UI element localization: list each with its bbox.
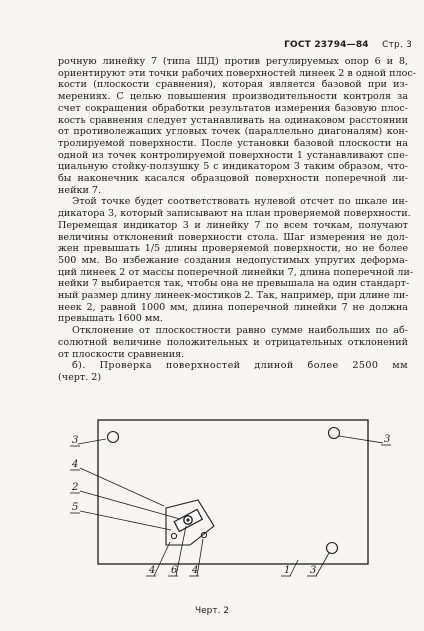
text-line: счет сокращения обработки результатов измерения базовую плос-: [58, 102, 408, 114]
text-line: Этой точке будет соответствовать нулевой отсчет по шкале ин-: [72, 196, 408, 208]
text-line: (черт. 2): [58, 371, 102, 383]
label-4-left: 4: [72, 459, 79, 470]
text-line: рочную линейку 7 (типа ШД) против регулируемых опор 6 и 8,: [58, 56, 408, 67]
text-line: ций линеек 2 от массы поперечной линейки 7, длина поперечной ли-: [58, 266, 414, 278]
label-6-bottom: 6: [171, 565, 178, 576]
body-text: [58, 56, 417, 384]
surface-plate: [98, 420, 368, 564]
text-line: циальную стойку-ползушку 5 с индикатором 3 таким образом, что-: [58, 161, 408, 173]
text-line: нейки 7.: [58, 184, 102, 196]
text-line: тролируемой поверхности. После установки базовой плоскости на: [58, 137, 408, 149]
fixture-support-left: [171, 533, 176, 538]
text-line: мерениях. С целью повышения производительности контроля за: [58, 91, 408, 103]
support-circle-bottom-right: [327, 543, 338, 554]
text-line: б). Проверка поверхностей длиной более 2500 мм: [72, 360, 408, 372]
text-line: 500 мм. Во избежание создания недопустимых упругих деформа-: [58, 254, 408, 266]
section-heading: [58, 360, 408, 383]
text-line: одной из точек контролируемой поверхности 1 устанавливают спе-: [58, 149, 408, 161]
text-line: бы наконечник касался образцовой поверхности поперечной ли-: [58, 173, 408, 185]
label-3-top-right: 3: [384, 434, 391, 445]
page-number: Стр. 3: [382, 40, 412, 50]
plate-diagram-svg: [58, 400, 408, 590]
text-line: нейки 7 выбирается так, чтобы она не превышала на один стандарт-: [58, 278, 410, 290]
text-line: от плоскости сравнения.: [58, 348, 185, 360]
paragraph-1: [58, 56, 417, 196]
paragraph-3: [58, 325, 408, 360]
text-line: ориентируют эти точки рабочих поверхностей линеек 2 в одной плос-: [58, 67, 417, 79]
label-4-bottom-b: 4: [192, 565, 199, 576]
figure-2-drawing: [58, 400, 408, 590]
text-line: неек 2, равной 1000 мм, длина поперечной линейки 7 не должна: [58, 301, 408, 313]
text-line: превышать 1600 мм.: [58, 313, 163, 325]
text-line: дикатора 3, который записывают на план проверяемой поверхности.: [58, 208, 411, 220]
indicator-tip: [186, 518, 189, 521]
label-3-top-left: 3: [72, 435, 79, 446]
text-line: солютной величине положительных и отрицательных отклонений: [58, 336, 408, 348]
paragraph-2: [58, 196, 414, 325]
label-2-left: 2: [72, 482, 79, 493]
figure-caption: Черт. 2: [194, 606, 230, 616]
page-header: [284, 40, 412, 50]
label-4-bottom-a: 4: [149, 565, 156, 576]
text-line: кости (плоскости сравнения), которая является базовой при из-: [58, 79, 408, 91]
standard-number: ГОСТ 23794—84: [284, 40, 369, 50]
label-1-bottom: 1: [284, 565, 291, 576]
label-3-bottom: 3: [310, 565, 317, 576]
text-line: Перемещая индикатор 3 и линейку 7 по всем точкам, получают: [58, 219, 408, 231]
text-line: ный размер длину линеек-мостиков 2. Так, например, при длине ли-: [58, 290, 409, 302]
text-line: величины отклонений поверхности стола. Шаг измерения не дол-: [58, 231, 408, 243]
support-circle-top-right: [329, 428, 340, 439]
support-circle-top-left: [108, 432, 119, 443]
text-line: жен превышать 1/5 длины проверяемой поверхности, но не более: [58, 243, 408, 255]
text-line: кость сравнения следует устанавливать на одинаковом расстоянии: [58, 114, 408, 126]
label-5-left: 5: [72, 502, 79, 513]
text-line: Отклонение от плоскостности равно сумме наибольших по аб-: [72, 325, 408, 337]
text-line: от противолежащих угловых точек (параллельно диагоналям) кон-: [58, 126, 408, 138]
